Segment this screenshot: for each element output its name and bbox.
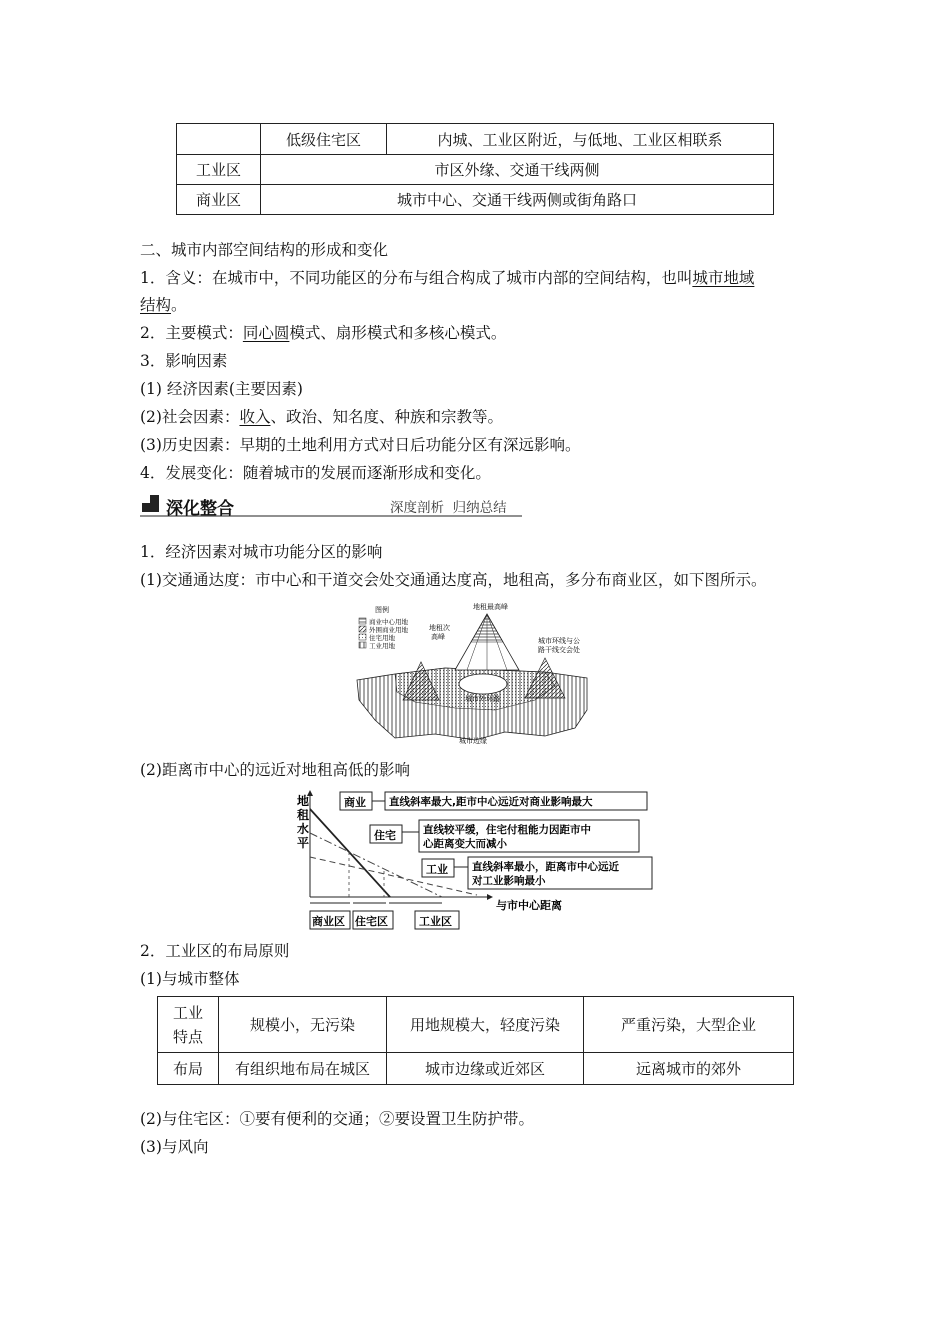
junction-label: 城市环线与公 (538, 637, 580, 645)
header-line: 特点 (172, 1027, 203, 1046)
subsection-heading: 1．经济因素对城市功能分区的影响 (140, 543, 383, 561)
paragraph: 3．影响因素 (140, 352, 228, 370)
paragraph: (3)历史因素：早期的土地利用方式对日后功能分区有深远影响。 (140, 436, 581, 454)
paragraph: (2)距离市中心的远近对地租高低的影响 (140, 761, 410, 779)
tag-commercial: 商业 (344, 796, 366, 809)
second-peak-label: 地租次 (429, 624, 450, 632)
table-cell: 远离城市的郊外 (584, 1053, 794, 1085)
legend-label: 外围商业用地 (369, 626, 408, 634)
zone-commercial: 商业区 (312, 915, 345, 928)
paragraph: (2)与住宅区：①要有便利的交通；②要设置卫生防护带。 (140, 1110, 534, 1128)
note-industrial: 对工业影响最小 (472, 875, 546, 887)
table-cell: 市区外缘、交通干线两侧 (261, 155, 774, 185)
legend-swatch-residential (359, 634, 366, 640)
table-row-label: 商业区 (177, 185, 261, 215)
tag-residential: 住宅 (374, 829, 396, 842)
note-commercial: 直线斜率最大,距市中心远近对商业影响最大 (389, 796, 593, 808)
paragraph: (3)与风向 (140, 1138, 209, 1156)
tag-industrial: 工业 (426, 863, 448, 876)
land-rent-terrain-figure (355, 600, 595, 750)
y-axis-label: 平 (297, 836, 310, 850)
text: 模式、扇形模式和多核心模式。 (289, 324, 507, 342)
table-cell: 城市边缘或近郊区 (387, 1053, 584, 1085)
underlined-term: 收入 (239, 408, 271, 426)
edge-label: 城市边缘 (459, 737, 487, 745)
paragraph: (1) 经济因素(主要因素) (140, 380, 303, 398)
table-cell-empty (177, 124, 261, 155)
text: 2．主要模式： (140, 324, 243, 342)
y-axis-label: 地 (297, 794, 310, 808)
paragraph: (1)与城市整体 (140, 970, 240, 988)
industry-layout-table (157, 996, 794, 1085)
table-cell: 有组织地布局在城区 (219, 1053, 387, 1085)
junction-label: 路干线交会处 (538, 646, 580, 654)
table-cell: 城市中心、交通干线两侧或街角路口 (261, 185, 774, 215)
paragraph (140, 406, 503, 428)
zone-residential: 住宅区 (355, 915, 388, 928)
commercial-rent-line (310, 809, 390, 897)
text: 1．含义：在城市中，不同功能区的分布与组合构成了城市内部的空间结构，也叫 (140, 269, 693, 287)
outer-ring-road (459, 674, 507, 694)
legend-swatch-outer-commercial (359, 626, 366, 632)
subsection-heading: 2．工业区的布局原则 (140, 942, 290, 960)
x-axis-label: 与市中心距离 (496, 899, 562, 912)
functional-zone-table (176, 123, 774, 215)
banner-title: 深化整合 (166, 499, 234, 519)
zone-industrial: 工业区 (419, 915, 452, 928)
paragraph (140, 294, 187, 316)
table-row-label: 布局 (158, 1053, 219, 1085)
underlined-term: 结构 (140, 296, 172, 314)
table-cell: 用地规模大，轻度污染 (387, 997, 584, 1053)
legend-label: 住宅用地 (369, 634, 395, 642)
text: (2)社会因素： (140, 408, 240, 426)
header-line: 工业 (172, 1003, 203, 1022)
banner-subtitle: 深度剖析 归纳总结 (390, 500, 507, 516)
section-banner (140, 491, 522, 521)
bid-rent-diagram (292, 787, 658, 933)
text: 、政治、知名度、种族和宗教等。 (270, 408, 503, 426)
legend-label: 商业中心用地 (369, 618, 408, 626)
note-industrial: 直线斜率最小，距离市中心远近 (472, 861, 619, 873)
peak-label: 地租最高峰 (473, 603, 508, 611)
second-peak-label: 高峰 (431, 633, 445, 641)
note-residential: 直线较平缓，住宅付租能力因距市中 (423, 824, 591, 836)
y-axis-label: 租 (297, 808, 310, 822)
text: 。 (171, 296, 187, 314)
table-cell: 严重污染，大型企业 (584, 997, 794, 1053)
underlined-term: 城市地域 (692, 269, 755, 287)
section-heading: 二、城市内部空间结构的形成和变化 (140, 241, 389, 259)
paragraph: 4．发展变化：随着城市的发展而逐渐形成和变化。 (140, 464, 491, 482)
table-cell: 内城、工业区附近，与低地、工业区相联系 (387, 124, 774, 155)
note-residential: 心距离变大而减小 (423, 838, 507, 850)
table-row-label: 工业区 (177, 155, 261, 185)
table-cell: 规模小，无污染 (219, 997, 387, 1053)
legend-swatch-industrial (359, 642, 366, 648)
paragraph: (1)交通通达度：市中心和干道交会处交通通达度高，地租高，多分布商业区，如下图所示。 (140, 571, 767, 589)
table-cell: 低级住宅区 (261, 124, 387, 155)
table-header-cell (158, 997, 219, 1053)
legend-swatch-commercial-center (359, 618, 366, 624)
banner-square-notch (142, 495, 150, 503)
legend-label: 工业用地 (369, 642, 395, 650)
underlined-term: 同心圆 (242, 324, 290, 342)
legend-title: 图例 (375, 606, 389, 614)
paragraph (140, 322, 506, 344)
ring-road-label: 城市外环路 (465, 695, 500, 703)
paragraph (140, 267, 754, 289)
y-axis-label: 水 (297, 822, 310, 836)
